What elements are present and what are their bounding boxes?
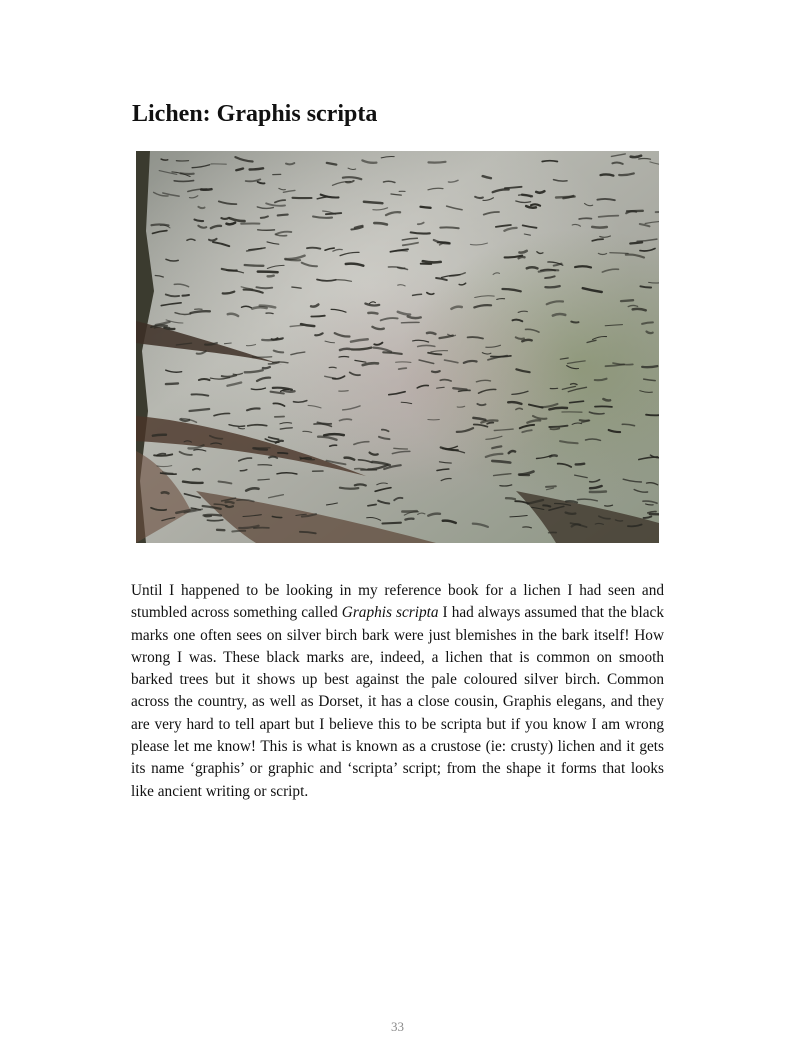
lichen-mark bbox=[324, 434, 344, 435]
lichen-mark bbox=[326, 213, 341, 214]
lichen-mark bbox=[226, 502, 234, 503]
lichen-mark bbox=[579, 218, 591, 219]
lichen-mark bbox=[340, 349, 350, 350]
lichen-mark bbox=[646, 415, 659, 416]
lichen-mark bbox=[627, 211, 643, 212]
lichen-photo bbox=[136, 151, 659, 543]
lichen-mark bbox=[556, 197, 575, 198]
lichen-mark bbox=[566, 513, 576, 514]
lichen-mark bbox=[258, 465, 272, 466]
lichen-mark bbox=[580, 420, 589, 421]
lichen-mark bbox=[571, 322, 578, 323]
lichen-mark bbox=[221, 218, 229, 219]
lichen-mark bbox=[283, 391, 294, 392]
lichen-mark bbox=[329, 367, 336, 368]
lichen-mark bbox=[199, 379, 210, 380]
lichen-mark bbox=[383, 523, 401, 524]
lichen-mark bbox=[152, 224, 169, 225]
lichen-mark bbox=[601, 174, 614, 175]
lichen-mark bbox=[252, 307, 266, 308]
lichen-mark bbox=[225, 343, 232, 344]
lichen-mark bbox=[421, 207, 431, 208]
lichen-mark bbox=[204, 515, 221, 516]
lichen-mark bbox=[307, 248, 320, 249]
lichen-mark bbox=[183, 482, 203, 483]
lichen-mark bbox=[621, 300, 633, 301]
lichen-mark bbox=[174, 181, 193, 182]
lichen-mark bbox=[545, 286, 559, 287]
lichen-mark bbox=[364, 202, 383, 204]
lichen-mark bbox=[546, 486, 556, 487]
lichen-mark bbox=[340, 488, 358, 489]
lichen-mark bbox=[633, 309, 646, 310]
lichen-mark bbox=[399, 368, 407, 369]
lichen-mark bbox=[550, 455, 557, 456]
lichen-mark bbox=[311, 316, 325, 317]
lichen-mark bbox=[374, 223, 387, 224]
lichen-mark bbox=[411, 232, 430, 233]
lichen-mark bbox=[650, 514, 659, 515]
species-name-italic: Graphis scripta bbox=[341, 604, 439, 622]
page-number: 33 bbox=[391, 1019, 404, 1034]
lichen-mark bbox=[368, 313, 377, 314]
lichen-mark bbox=[631, 156, 641, 157]
lichen-mark bbox=[423, 261, 441, 262]
lichen-mark bbox=[278, 215, 288, 216]
lichen-mark bbox=[595, 406, 612, 407]
lichen-mark bbox=[453, 388, 466, 389]
lichen-mark bbox=[527, 267, 538, 268]
lichen-mark bbox=[566, 501, 577, 502]
lichen-mark bbox=[398, 268, 405, 269]
lichen-mark bbox=[226, 506, 233, 507]
lichen-mark bbox=[278, 453, 288, 454]
lichen-mark bbox=[273, 362, 289, 363]
lichen-mark bbox=[162, 492, 169, 493]
lichen-mark bbox=[258, 272, 278, 273]
lichen-mark bbox=[603, 399, 610, 400]
lichen-mark bbox=[286, 259, 300, 260]
lichen-bark-image bbox=[136, 151, 659, 543]
lichen-mark bbox=[207, 520, 222, 521]
lichen-mark bbox=[543, 505, 550, 506]
lichen-mark bbox=[256, 287, 272, 288]
lichen-mark bbox=[576, 464, 585, 465]
lichen-mark bbox=[542, 161, 557, 162]
lichen-mark bbox=[193, 469, 200, 470]
lichen-mark bbox=[432, 371, 440, 372]
paragraph-part-1: Until I happened to be looking in my reference book for a lichen I had seen and stumbled across something called bbox=[131, 582, 664, 622]
lichen-mark bbox=[592, 227, 607, 228]
lichen-mark bbox=[339, 357, 349, 358]
body-paragraph bbox=[131, 580, 664, 803]
page-title: Lichen: Graphis scripta bbox=[132, 101, 378, 127]
lichen-mark bbox=[642, 366, 657, 367]
lichen-mark bbox=[245, 265, 264, 266]
lichen-mark bbox=[355, 484, 366, 485]
lichen-mark bbox=[575, 266, 591, 267]
lichen-mark bbox=[253, 357, 272, 358]
lichen-mark bbox=[232, 531, 245, 532]
lichen-mark bbox=[166, 383, 178, 384]
lichen-mark bbox=[153, 435, 166, 436]
lichen-mark bbox=[630, 242, 642, 243]
lichen-mark bbox=[506, 498, 515, 499]
lichen-mark bbox=[551, 429, 560, 430]
paragraph-part-2: I had always assumed that the black marks one often sees on silver birch bark were just blemishes in the bark itself! How wrong I was. These black marks are, indeed, a lichen that is common on smooth barked trees but it shows up best against the pale coloured silver birch. Common across the country, as well as Dorset, it has a close cousin, Graphis elegans, and they are very hard to tell apart but I believe this to be scripta but if you know I am wrong please let me know! This is what is known as a crustose (ie: crusty) lichen and it gets its name ‘graphis’ or graphic and ‘scripta’ script; from the shape it forms that looks like ancient writing or script. bbox=[131, 604, 664, 800]
lichen-mark bbox=[522, 195, 532, 197]
lichen-mark bbox=[266, 313, 273, 314]
lichen-mark bbox=[394, 448, 408, 449]
lichen-mark bbox=[405, 519, 413, 520]
lichen-mark bbox=[639, 158, 651, 159]
lichen-mark bbox=[429, 162, 446, 163]
lichen-mark bbox=[440, 227, 458, 228]
lichen-mark bbox=[263, 367, 270, 368]
lichen-mark bbox=[268, 276, 274, 277]
lichen-mark bbox=[181, 173, 194, 174]
lichen-mark bbox=[183, 295, 189, 296]
lichen-mark bbox=[491, 356, 511, 357]
lichen-mark bbox=[396, 362, 411, 363]
lichen-mark bbox=[250, 168, 264, 169]
lichen-mark bbox=[427, 333, 435, 334]
